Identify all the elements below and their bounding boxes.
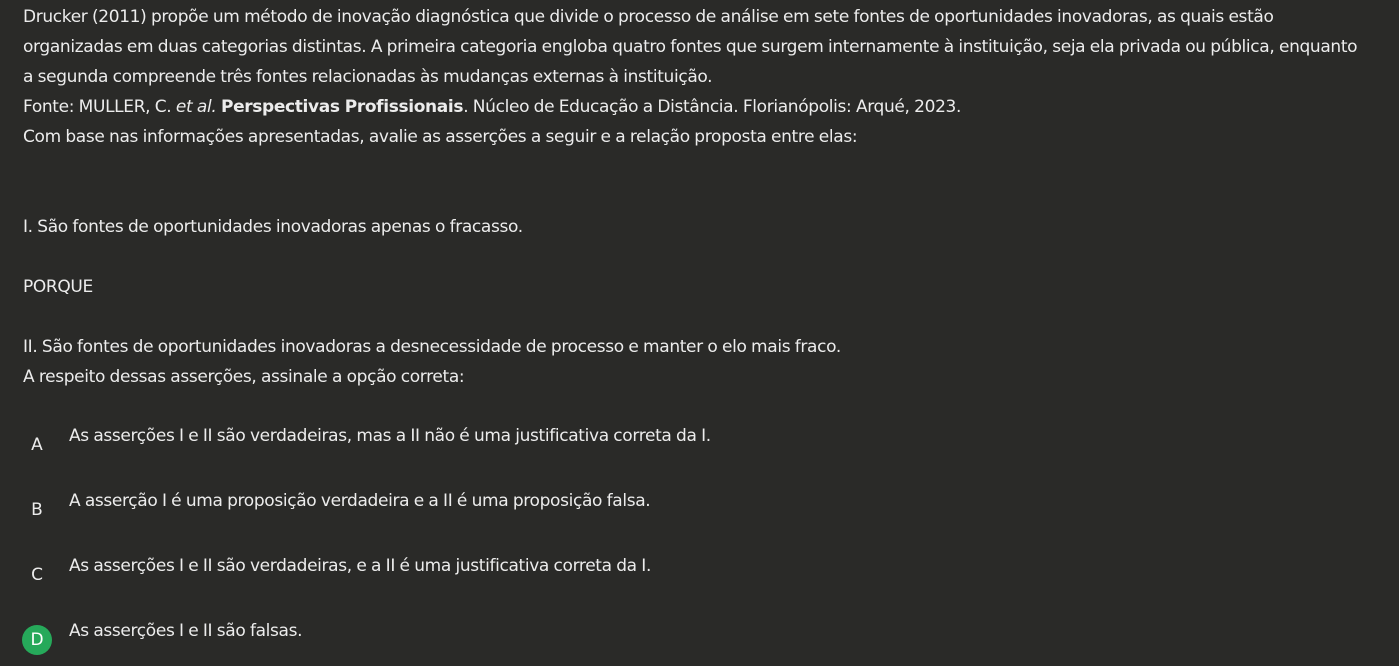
- question-paragraph-line: Drucker (2011) propõe um método de inovação diagnóstica que divide o processo de análise em sete fontes de oportunidades inovadoras, as quais estão: [23, 7, 1274, 27]
- connector-porque: PORQUE: [23, 277, 93, 297]
- question-paragraph-line: a segunda compreende três fontes relacionadas às mudanças externas à instituição.: [23, 67, 713, 87]
- source-citation: [23, 92, 1383, 122]
- option-text: As asserções I e II são falsas.: [69, 621, 303, 641]
- option-letter: C: [31, 565, 43, 585]
- option-a[interactable]: [22, 424, 1322, 464]
- source-rest: . Núcleo de Educação a Distância. Florianópolis: Arqué, 2023.: [463, 97, 962, 117]
- option-letter: A: [31, 435, 43, 455]
- assertion-2: II. São fontes de oportunidades inovadoras a desnecessidade de processo e manter o elo mais fraco.: [23, 337, 841, 357]
- question-paragraph-line: organizadas em duas categorias distintas. A primeira categoria engloba quatro fontes que surgem internamente à instituição, seja ela privada ou pública, enquanto: [23, 37, 1358, 57]
- option-c[interactable]: [22, 554, 1322, 594]
- option-text: As asserções I e II são verdadeiras, e a II é uma justificativa correta da I.: [69, 556, 652, 576]
- answer-prompt: A respeito dessas asserções, assinale a opção correta:: [23, 367, 465, 387]
- option-letter: D: [22, 625, 52, 655]
- question-text: [23, 2, 1383, 392]
- option-text: A asserção I é uma proposição verdadeira e a II é uma proposição falsa.: [69, 491, 651, 511]
- option-b[interactable]: [22, 489, 1322, 529]
- source-etal: et al.: [175, 97, 217, 117]
- option-letter: B: [31, 500, 43, 520]
- assertion-1: I. São fontes de oportunidades inovadoras apenas o fracasso.: [23, 217, 523, 237]
- question-instruction: Com base nas informações apresentadas, avalie as asserções a seguir e a relação proposta entre elas:: [23, 127, 858, 147]
- source-title: Perspectivas Profissionais: [220, 97, 464, 117]
- option-d[interactable]: [22, 619, 1322, 659]
- source-prefix: Fonte: MULLER, C.: [23, 97, 176, 117]
- option-text: As asserções I e II são verdadeiras, mas a II não é uma justificativa correta da I.: [69, 426, 711, 446]
